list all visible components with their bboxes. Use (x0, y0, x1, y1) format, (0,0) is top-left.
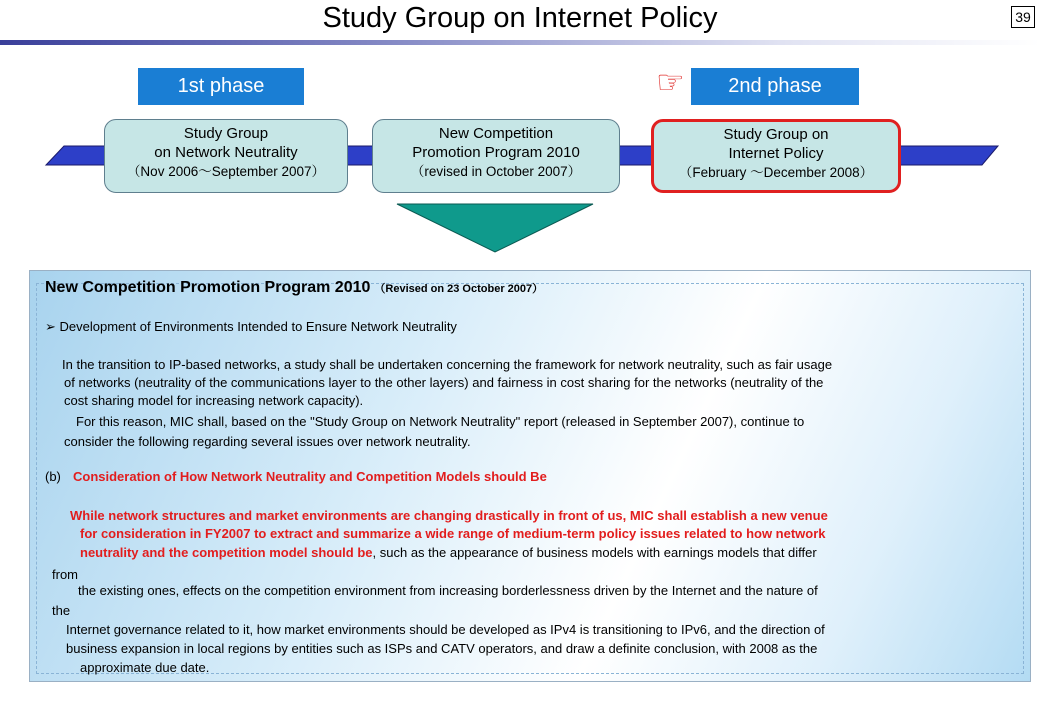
stage-period: （Nov 2006～September 2007） (126, 164, 326, 179)
red-paragraph-line: for consideration in FY2007 to extract and summarize a wide range of medium-term policy issues related to how network (80, 526, 826, 541)
stage-title-line1: Study Group (183, 125, 269, 142)
mixed-paragraph-line (80, 545, 817, 560)
item-b-title: Consideration of How Network Neutrality and Competition Models should Be (73, 469, 547, 484)
paragraph-line: the (52, 603, 71, 618)
paragraph-line: business expansion in local regions by entities such as ISPs and CATV operators, and draw a definite conclusion, with 2008 as the (66, 641, 818, 656)
paragraph-line: approximate due date. (80, 660, 210, 675)
paragraph-line: Internet governance related to it, how market environments should be developed as IPv4 is transitioning to IPv6, and the direction of (66, 622, 825, 637)
stage-period: （revised in October 2007） (410, 164, 582, 179)
down-arrow (0, 0, 1040, 270)
section-heading: ➢ Development of Environments Intended to Ensure Network Neutrality (45, 319, 457, 334)
red-paragraph-line: While network structures and market environments are changing drastically in front of us, MIC shall establish a new venue (70, 508, 828, 523)
stage-period: （February ～December 2008） (678, 165, 874, 180)
stage-title-line2: Internet Policy (728, 145, 824, 162)
page-number: 39 (1011, 6, 1035, 28)
stage-title-line1: New Competition (438, 125, 554, 142)
paragraph-line: of networks (neutrality of the communications layer to the other layers) and fairness in cost sharing for the networks (neutrality of the (64, 375, 824, 390)
paragraph-line: For this reason, MIC shall, based on the "Study Group on Network Neutrality" report (released in September 2007), continue to (76, 414, 805, 429)
stage-title-line2: on Network Neutrality (154, 144, 298, 161)
panel-heading-title: New Competition Promotion Program 2010 (45, 279, 371, 296)
paragraph-line: consider the following regarding several issues over network neutrality. (64, 434, 471, 449)
item-b-label: (b) (45, 469, 61, 484)
paragraph-continuation: , such as the appearance of business models with earnings models that differ (372, 545, 817, 560)
page-title: Study Group on Internet Policy (322, 2, 718, 34)
stage-title-line2: Promotion Program 2010 (412, 144, 580, 161)
pointing-hand-icon: ☞ (656, 64, 685, 100)
panel-heading-revised: （Revised on 23 October 2007） (374, 283, 544, 295)
paragraph-line: In the transition to IP-based networks, a study shall be undertaken concerning the framework for network neutrality, such as fair usage (62, 357, 833, 372)
panel-heading (45, 279, 543, 297)
paragraph-line: the existing ones, effects on the competition environment from increasing borderlessness driven by the Internet and the nature of (78, 583, 818, 598)
stage-title-line1: Study Group on (723, 126, 829, 143)
second-phase-label: 2nd phase (691, 68, 859, 105)
down-arrow-shape (397, 204, 593, 252)
paragraph-line: from (52, 567, 78, 582)
red-paragraph-line: neutrality and the competition model should be (80, 545, 373, 560)
paragraph-line: cost sharing model for increasing network capacity). (64, 393, 364, 408)
first-phase-label: 1st phase (138, 68, 304, 105)
